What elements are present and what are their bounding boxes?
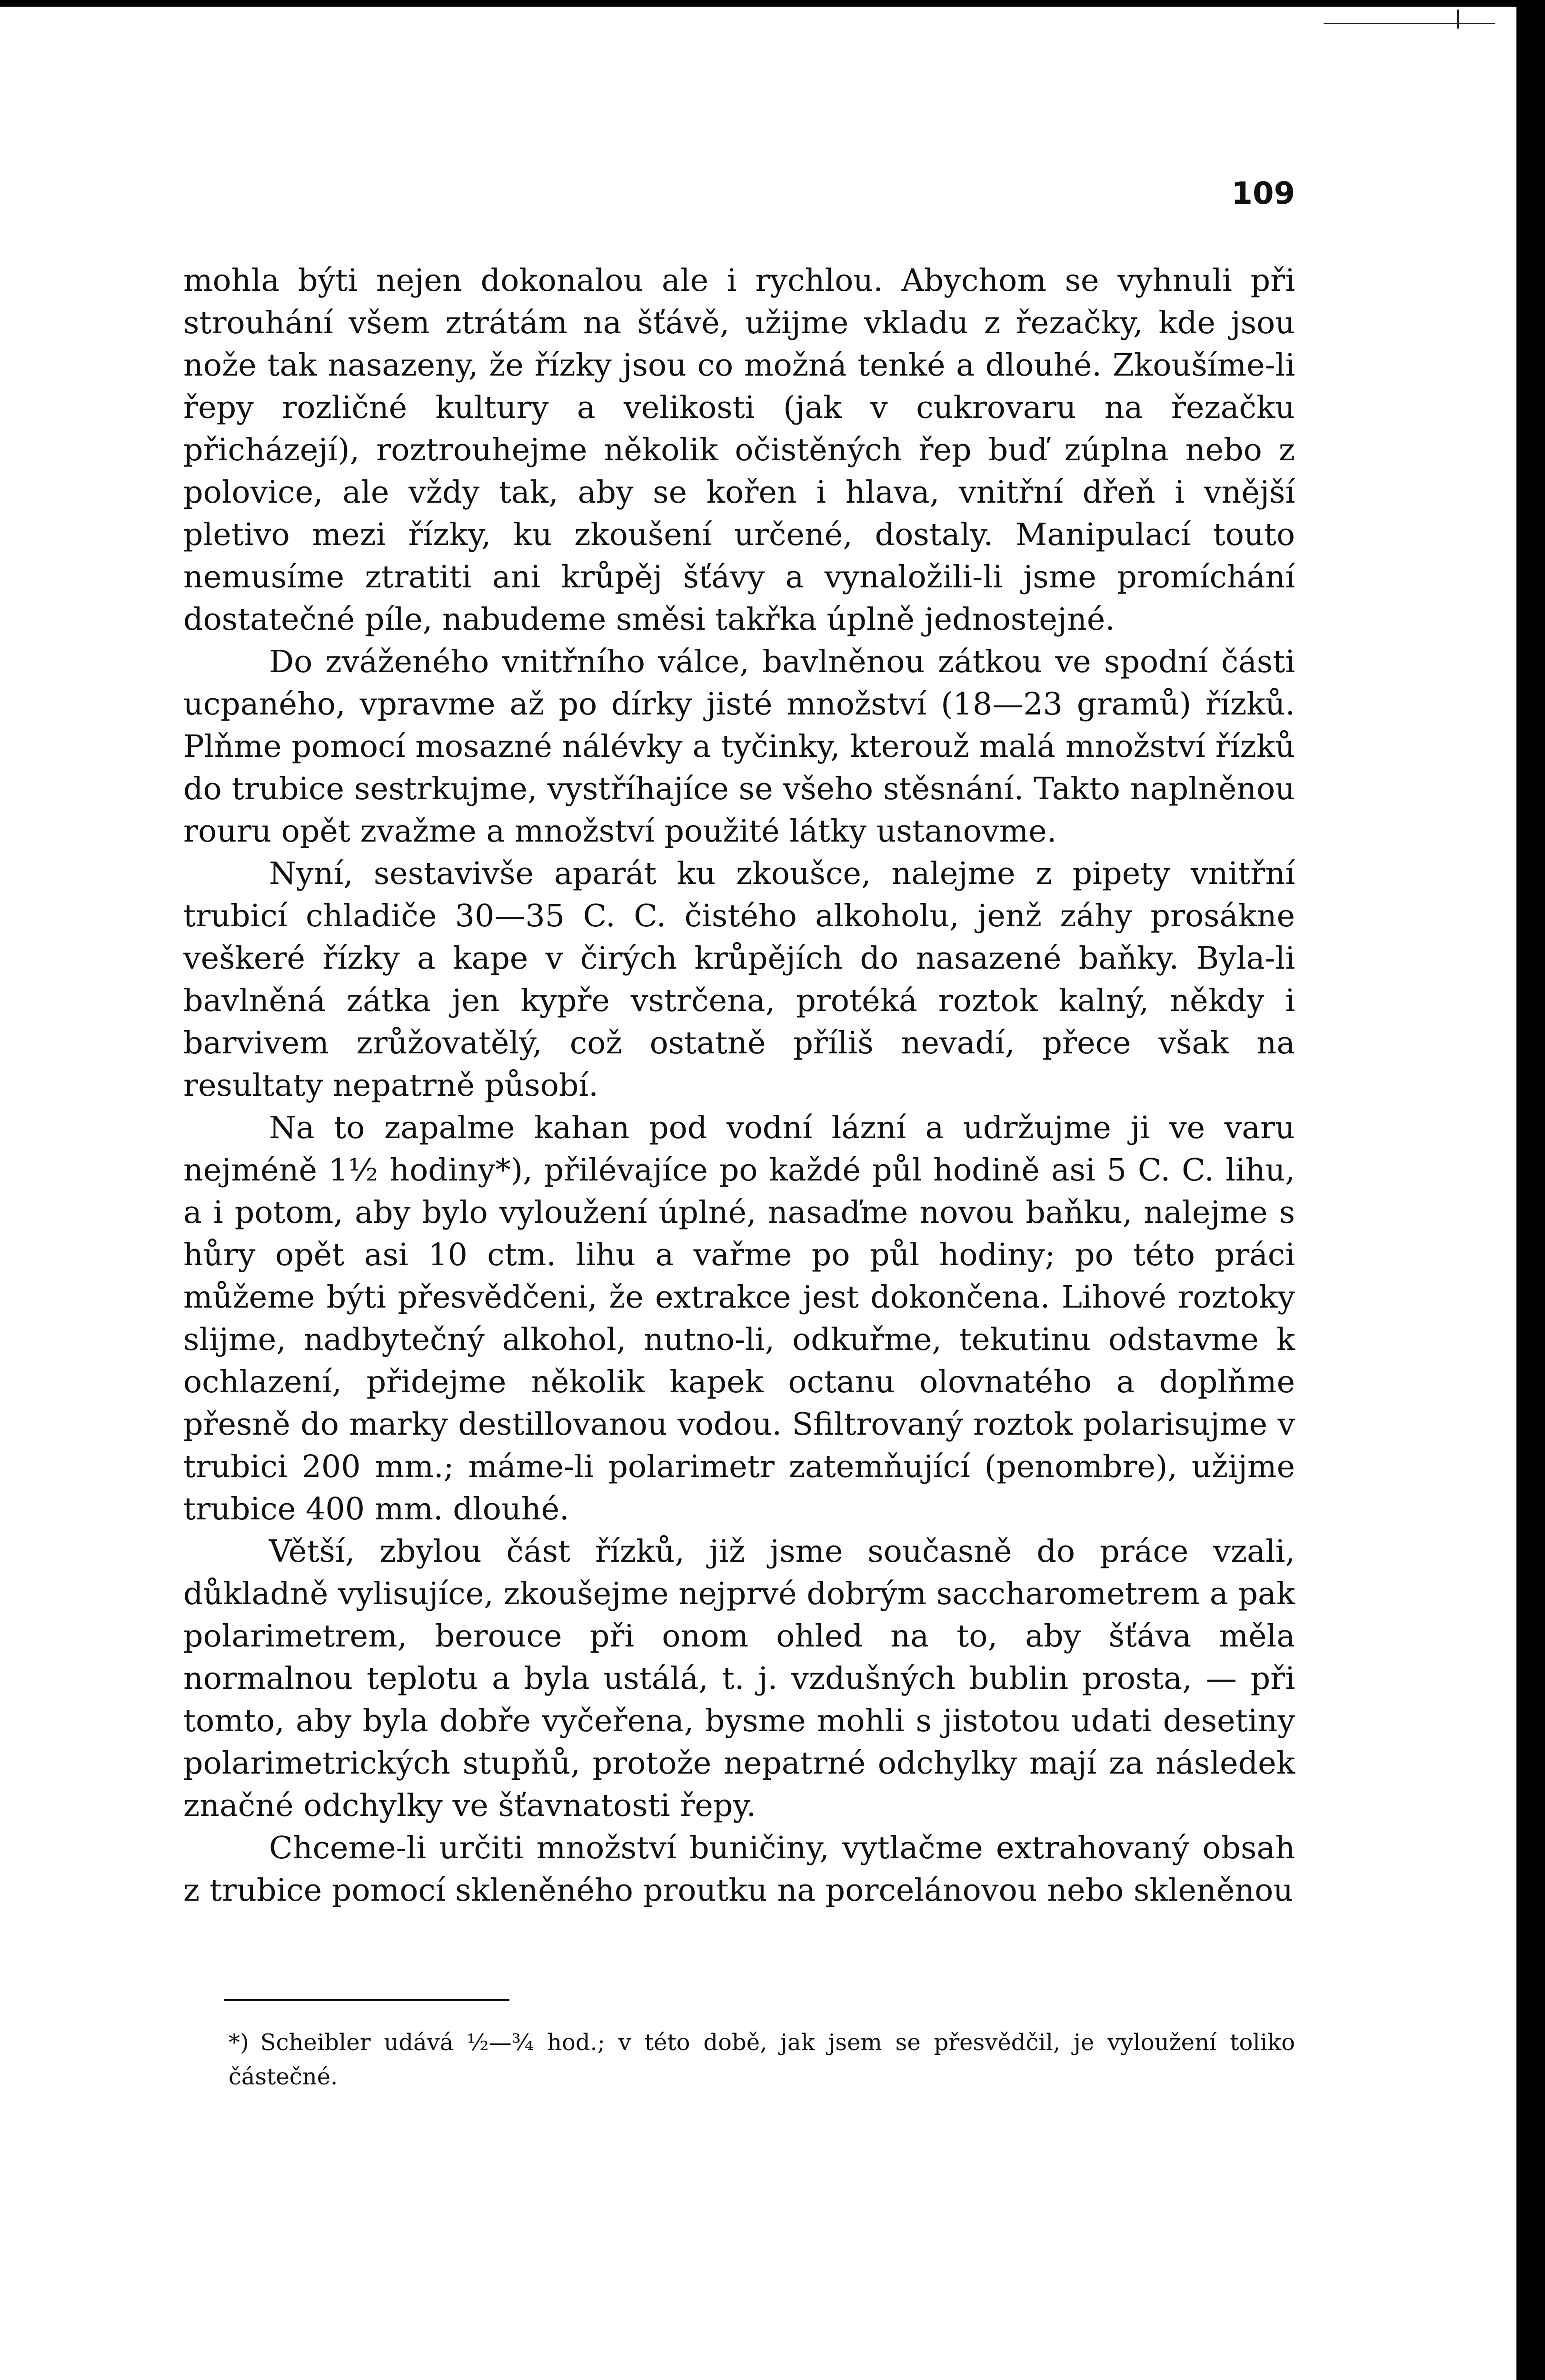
paragraph-6: Chceme-li určiti množství buničiny, vytlačme extrahovaný obsah z trubice pomocí skleněného proutku na porcelánovou nebo skleněnou <box>183 1830 1295 1908</box>
corner-mark-line <box>1324 23 1495 24</box>
paragraph-1: mohla býti nejen dokonalou ale i rychlou. Abychom se vyhnuli při strouhání všem ztrátám na šťávě, užijme vkladu z řezačky, kde jsou nože tak nasazeny, že řízky jsou co možná tenké a dlouhé. Zkoušíme-li řepy rozličné kultury a velikosti (jak v cukrovaru na řezačku přicházejí), roztrouhejme několik očistěných řep buď zúplna nebo z polovice, ale vždy tak, aby se kořen i hlava, vnitřní dřeň i vnější pletivo mezi řízky, ku zkoušení určené, dostaly. Manipulací touto nemusíme ztratiti ani krůpěj šťávy a vynaložili-li jsme promíchání dostatečné píle, nabudeme směsi takřka úplně jednostejné. <box>183 263 1295 637</box>
footnote-divider <box>224 1999 509 2001</box>
footnote-mark: *) <box>229 2029 249 2056</box>
corner-mark-tick <box>1457 10 1459 29</box>
body-text <box>183 259 1295 1912</box>
paragraph-5: Větší, zbylou část řízků, již jsme současně do práce vzali, důkladně vylisujíce, zkoušejme nejprvé dobrým saccharometrem a pak polarimetrem, berouce při onom ohled na to, aby šťáva měla normalnou teplotu a byla ustálá, t. j. vzdušných bublin prosta, — při tomto, aby byla dobře vyčeřena, bysme mohli s jistotou udati desetiny polarimetrických stupňů, protože nepatrné odchylky mají za následek značné odchylky ve šťavnatosti řepy. <box>183 1534 1295 1824</box>
paragraph-3: Nyní, sestavivše aparát ku zkoušce, nalejme z pipety vnitřní trubicí chladiče 30—35 C. C. čistého alkoholu, jenž záhy prosákne veškeré řízky a kape v čirých krůpějích do nasazené baňky. Byla-li bavlněná zátka jen kypře vstrčena, protéká roztok kalný, někdy i barvivem zrůžovatělý, což ostatně příliš nevadí, přece však na resultaty nepatrně působí. <box>183 856 1295 1103</box>
scan-border-right <box>1516 0 1545 2380</box>
page-number: 109 <box>1231 176 1295 211</box>
footnote-text: Scheibler udává ½—¾ hod.; v této době, jak jsem se přesvědčil, je vyloužení toliko částečné. <box>229 2029 1295 2090</box>
footnote <box>229 2025 1295 2094</box>
scan-border-top <box>0 0 1545 7</box>
paragraph-4: Na to zapalme kahan pod vodní lázní a udržujme ji ve varu nejméně 1½ hodiny*), přilévajíce po každé půl hodině asi 5 C. C. lihu, a i potom, aby bylo vyloužení úplné, nasaďme novou baňku, nalejme s hůry opět asi 10 ctm. lihu a vařme po půl hodiny; po této práci můžeme býti přesvědčeni, že extrakce jest dokončena. Lihové roztoky slijme, nadbytečný alkohol, nutno-li, odkuřme, tekutinu odstavme k ochlazení, přidejme několik kapek octanu olovnatého a doplňme přesně do marky destillovanou vodou. Sfiltrovaný roztok polarisujme v trubici 200 mm.; máme-li polarimetr zatemňující (penombre), užijme trubice 400 mm. dlouhé. <box>183 1110 1295 1527</box>
paragraph-2: Do zváženého vnitřního válce, bavlněnou zátkou ve spodní části ucpaného, vpravme až po dírky jisté množství (18—23 gramů) řízků. Plňme pomocí mosazné nálévky a tyčinky, kterouž malá množství řízků do trubice sestrkujme, vystříhajíce se všeho stěsnání. Takto naplněnou rouru opět zvažme a množství použité látky ustanovme. <box>183 644 1295 849</box>
